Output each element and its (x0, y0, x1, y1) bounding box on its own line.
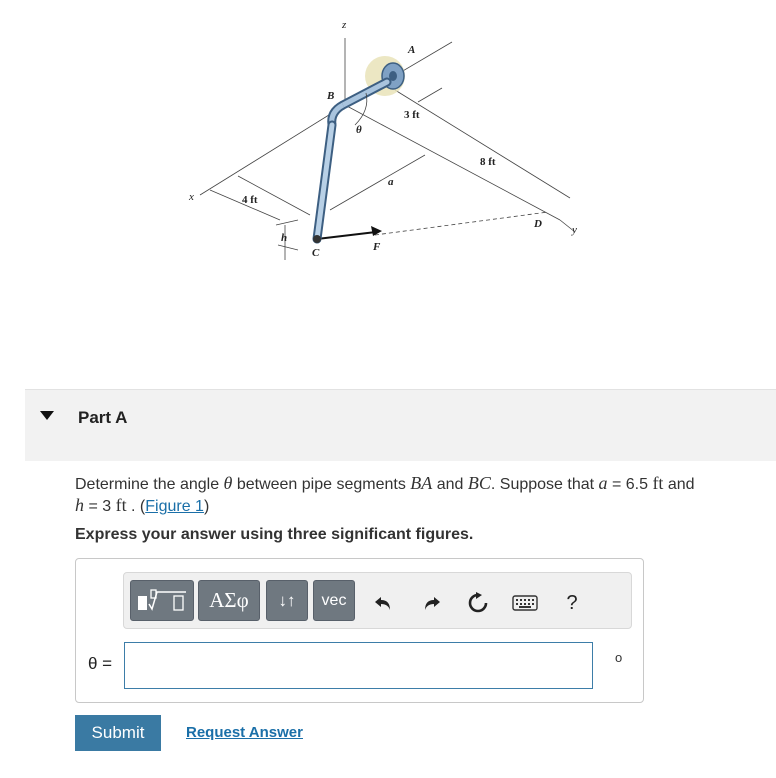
h-value: = 3 (84, 498, 116, 515)
request-answer-link[interactable]: Request Answer (186, 724, 303, 741)
fraction-radical-icon (136, 588, 188, 614)
degree-unit: o (615, 650, 623, 665)
help-button[interactable]: ? (566, 591, 578, 614)
collapse-caret-icon[interactable] (40, 411, 54, 420)
problem-text: . Suppose that (490, 476, 599, 493)
label-8ft: 8 ft (480, 156, 496, 168)
label-theta: θ (356, 124, 362, 136)
var-a: a (598, 473, 608, 493)
label-b-point: B (327, 90, 335, 102)
answer-instruction: Express your answer using three significant figures. (75, 526, 474, 543)
templates-button[interactable] (130, 580, 194, 621)
answer-input[interactable] (124, 642, 593, 689)
segment-bc: BC (467, 473, 491, 493)
figure-link[interactable]: Figure 1 (145, 498, 204, 515)
label-f-force: F (373, 241, 381, 253)
problem-statement (75, 473, 755, 517)
subscript-superscript-button[interactable]: ↓↑ (266, 580, 308, 621)
problem-text: . ( (126, 498, 146, 515)
a-value: = 6.5 (607, 476, 653, 493)
submit-button[interactable]: Submit (75, 715, 161, 751)
label-z: z (342, 19, 347, 31)
vector-button[interactable]: vec (313, 580, 355, 621)
unit-ft: ft (115, 495, 127, 515)
answer-variable-label: θ = (88, 654, 113, 673)
greek-symbols-button[interactable]: ΑΣφ (198, 580, 260, 621)
part-header (25, 390, 776, 461)
problem-text: ) (203, 498, 210, 515)
label-h: h (281, 232, 288, 244)
part-title: Part A (78, 408, 128, 427)
theta-symbol: θ (223, 473, 233, 493)
reset-icon[interactable] (465, 590, 491, 616)
redo-icon[interactable] (419, 590, 445, 616)
problem-text: and (432, 476, 468, 493)
problem-text: Determine the angle (75, 476, 224, 493)
label-c-point: C (312, 247, 320, 259)
keyboard-icon[interactable] (511, 590, 539, 616)
problem-text: and (663, 476, 695, 493)
figure-1 (180, 10, 600, 270)
problem-text: between pipe segments (232, 476, 411, 493)
pipe-diagram (180, 10, 600, 270)
label-a-point: A (408, 44, 416, 56)
label-4ft: 4 ft (242, 194, 258, 206)
label-a-dim: a (388, 176, 394, 188)
undo-icon[interactable] (370, 590, 396, 616)
var-h: h (75, 495, 84, 515)
segment-ba: BA (410, 473, 433, 493)
unit-ft: ft (652, 473, 664, 493)
label-3ft: 3 ft (404, 109, 420, 121)
label-y: y (572, 224, 577, 236)
label-d-point: D (534, 218, 542, 230)
label-x: x (189, 191, 194, 203)
